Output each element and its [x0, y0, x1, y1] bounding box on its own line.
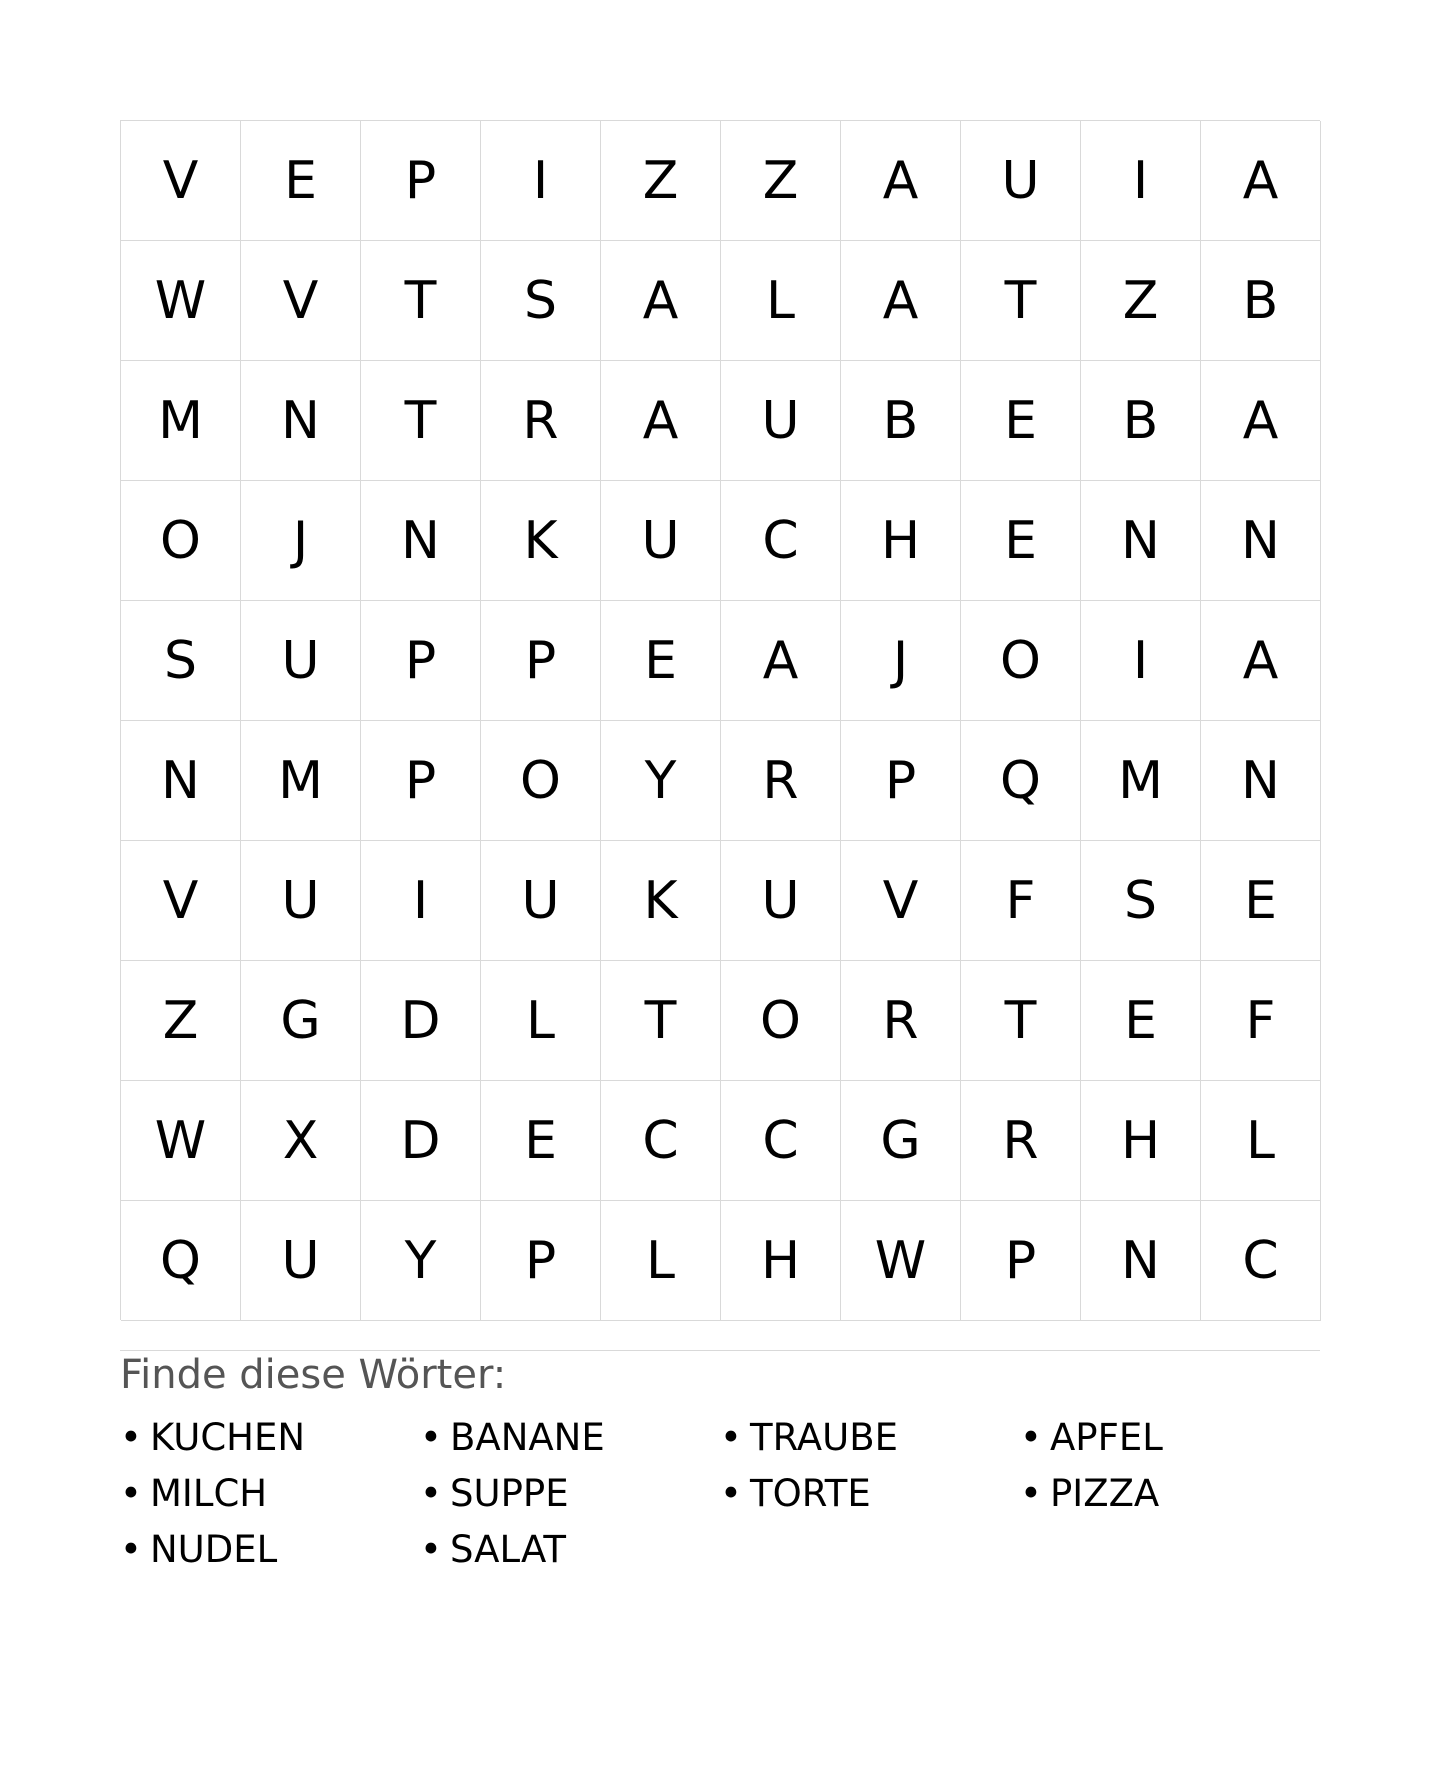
- grid-cell[interactable]: G: [241, 961, 361, 1081]
- grid-cell[interactable]: H: [721, 1201, 841, 1321]
- grid-cell[interactable]: I: [361, 841, 481, 961]
- grid-cell[interactable]: Q: [961, 721, 1081, 841]
- grid-cell[interactable]: R: [481, 361, 601, 481]
- bullet-icon: •: [720, 1416, 742, 1459]
- grid-cell[interactable]: A: [1201, 601, 1321, 721]
- grid-cell[interactable]: P: [841, 721, 961, 841]
- grid-cell[interactable]: X: [241, 1081, 361, 1201]
- grid-cell[interactable]: U: [241, 1201, 361, 1321]
- grid-cell[interactable]: J: [841, 601, 961, 721]
- grid-cell[interactable]: U: [241, 601, 361, 721]
- grid-cell[interactable]: A: [841, 121, 961, 241]
- bullet-icon: •: [720, 1472, 742, 1515]
- grid-cell[interactable]: L: [481, 961, 601, 1081]
- word-item: [120, 1466, 420, 1522]
- grid-cell[interactable]: W: [841, 1201, 961, 1321]
- grid-cell[interactable]: N: [241, 361, 361, 481]
- grid-cell[interactable]: B: [1081, 361, 1201, 481]
- letter-grid: [120, 120, 1320, 1320]
- word-item: [420, 1466, 720, 1522]
- bullet-icon: •: [1020, 1416, 1042, 1459]
- grid-cell[interactable]: H: [1081, 1081, 1201, 1201]
- word-list: [120, 1410, 1320, 1578]
- grid-cell[interactable]: W: [121, 241, 241, 361]
- grid-cell[interactable]: E: [1081, 961, 1201, 1081]
- grid-cell[interactable]: I: [1081, 121, 1201, 241]
- word-item: [1020, 1466, 1320, 1522]
- grid-cell[interactable]: Z: [721, 121, 841, 241]
- grid-cell[interactable]: P: [361, 121, 481, 241]
- grid-cell[interactable]: L: [721, 241, 841, 361]
- grid-cell[interactable]: P: [961, 1201, 1081, 1321]
- word-label: PIZZA: [1050, 1472, 1160, 1515]
- grid-cell[interactable]: S: [1081, 841, 1201, 961]
- word-item: [420, 1410, 720, 1466]
- grid-cell[interactable]: Z: [121, 961, 241, 1081]
- grid-cell[interactable]: W: [121, 1081, 241, 1201]
- word-list-title: Finde diese Wörter:: [120, 1352, 507, 1398]
- grid-cell[interactable]: R: [841, 961, 961, 1081]
- grid-cell[interactable]: V: [241, 241, 361, 361]
- grid-cell[interactable]: N: [1201, 721, 1321, 841]
- grid-cell[interactable]: D: [361, 961, 481, 1081]
- grid-cell[interactable]: Z: [1081, 241, 1201, 361]
- word-item: [120, 1522, 420, 1578]
- grid-cell[interactable]: U: [601, 481, 721, 601]
- grid-cell[interactable]: H: [841, 481, 961, 601]
- grid-cell[interactable]: R: [961, 1081, 1081, 1201]
- grid-cell[interactable]: U: [961, 121, 1081, 241]
- grid-cell[interactable]: A: [601, 361, 721, 481]
- grid-cell[interactable]: E: [481, 1081, 601, 1201]
- grid-cell[interactable]: C: [721, 1081, 841, 1201]
- grid-cell[interactable]: U: [481, 841, 601, 961]
- grid-cell[interactable]: T: [601, 961, 721, 1081]
- grid-cell[interactable]: M: [1081, 721, 1201, 841]
- grid-cell[interactable]: E: [241, 121, 361, 241]
- grid-cell[interactable]: T: [361, 361, 481, 481]
- grid-cell[interactable]: U: [721, 361, 841, 481]
- word-item: [120, 1410, 420, 1466]
- grid-cell[interactable]: N: [361, 481, 481, 601]
- grid-cell[interactable]: O: [961, 601, 1081, 721]
- grid-cell[interactable]: A: [841, 241, 961, 361]
- word-item: [720, 1410, 1020, 1466]
- grid-cell[interactable]: C: [721, 481, 841, 601]
- word-label: KUCHEN: [150, 1416, 306, 1459]
- grid-cell[interactable]: O: [481, 721, 601, 841]
- grid-cell[interactable]: Q: [121, 1201, 241, 1321]
- grid-cell[interactable]: T: [961, 241, 1081, 361]
- grid-cell[interactable]: U: [721, 841, 841, 961]
- grid-cell[interactable]: P: [481, 1201, 601, 1321]
- grid-cell[interactable]: N: [1081, 1201, 1201, 1321]
- grid-cell[interactable]: R: [721, 721, 841, 841]
- word-label: NUDEL: [150, 1528, 278, 1571]
- grid-cell[interactable]: T: [361, 241, 481, 361]
- word-label: SUPPE: [450, 1472, 569, 1515]
- grid-cell[interactable]: Z: [601, 121, 721, 241]
- grid-cell[interactable]: G: [841, 1081, 961, 1201]
- word-label: TRAUBE: [750, 1416, 898, 1459]
- grid-cell[interactable]: K: [601, 841, 721, 961]
- grid-cell[interactable]: P: [361, 721, 481, 841]
- grid-cell[interactable]: T: [961, 961, 1081, 1081]
- grid-cell[interactable]: V: [121, 841, 241, 961]
- grid-cell[interactable]: C: [1201, 1201, 1321, 1321]
- word-label: BANANE: [450, 1416, 605, 1459]
- grid-cell[interactable]: P: [361, 601, 481, 721]
- grid-cell[interactable]: O: [121, 481, 241, 601]
- word-item: [420, 1522, 720, 1578]
- grid-cell[interactable]: M: [241, 721, 361, 841]
- grid-cell[interactable]: B: [1201, 241, 1321, 361]
- grid-cell[interactable]: E: [1201, 841, 1321, 961]
- grid-cell[interactable]: M: [121, 361, 241, 481]
- grid-cell[interactable]: L: [601, 1201, 721, 1321]
- grid-cell[interactable]: I: [1081, 601, 1201, 721]
- bullet-icon: •: [420, 1416, 442, 1459]
- bullet-icon: •: [420, 1472, 442, 1515]
- grid-cell[interactable]: I: [481, 121, 601, 241]
- grid-cell[interactable]: P: [481, 601, 601, 721]
- grid-cell[interactable]: N: [1201, 481, 1321, 601]
- divider: [120, 1350, 1320, 1351]
- grid-cell[interactable]: E: [961, 361, 1081, 481]
- grid-cell[interactable]: S: [121, 601, 241, 721]
- grid-cell[interactable]: S: [481, 241, 601, 361]
- grid-cell[interactable]: Y: [601, 721, 721, 841]
- grid-cell[interactable]: F: [961, 841, 1081, 961]
- word-item: [720, 1466, 1020, 1522]
- grid-cell[interactable]: B: [841, 361, 961, 481]
- grid-cell[interactable]: A: [1201, 361, 1321, 481]
- grid-cell[interactable]: A: [721, 601, 841, 721]
- grid-cell[interactable]: A: [1201, 121, 1321, 241]
- grid-cell[interactable]: F: [1201, 961, 1321, 1081]
- grid-cell[interactable]: K: [481, 481, 601, 601]
- grid-cell[interactable]: L: [1201, 1081, 1321, 1201]
- word-label: APFEL: [1050, 1416, 1163, 1459]
- grid-cell[interactable]: Y: [361, 1201, 481, 1321]
- word-label: MILCH: [150, 1472, 268, 1515]
- word-label: SALAT: [450, 1528, 566, 1571]
- grid-cell[interactable]: C: [601, 1081, 721, 1201]
- grid-cell[interactable]: V: [841, 841, 961, 961]
- bullet-icon: •: [1020, 1472, 1042, 1515]
- grid-cell[interactable]: E: [961, 481, 1081, 601]
- grid-cell[interactable]: J: [241, 481, 361, 601]
- grid-cell[interactable]: E: [601, 601, 721, 721]
- grid-cell[interactable]: V: [121, 121, 241, 241]
- bullet-icon: •: [120, 1472, 142, 1515]
- grid-cell[interactable]: N: [1081, 481, 1201, 601]
- grid-cell[interactable]: A: [601, 241, 721, 361]
- grid-cell[interactable]: N: [121, 721, 241, 841]
- bullet-icon: •: [120, 1416, 142, 1459]
- grid-cell[interactable]: U: [241, 841, 361, 961]
- word-label: TORTE: [750, 1472, 871, 1515]
- bullet-icon: •: [420, 1528, 442, 1571]
- bullet-icon: •: [120, 1528, 142, 1571]
- word-item: [1020, 1410, 1320, 1466]
- grid-cell[interactable]: D: [361, 1081, 481, 1201]
- grid-cell[interactable]: O: [721, 961, 841, 1081]
